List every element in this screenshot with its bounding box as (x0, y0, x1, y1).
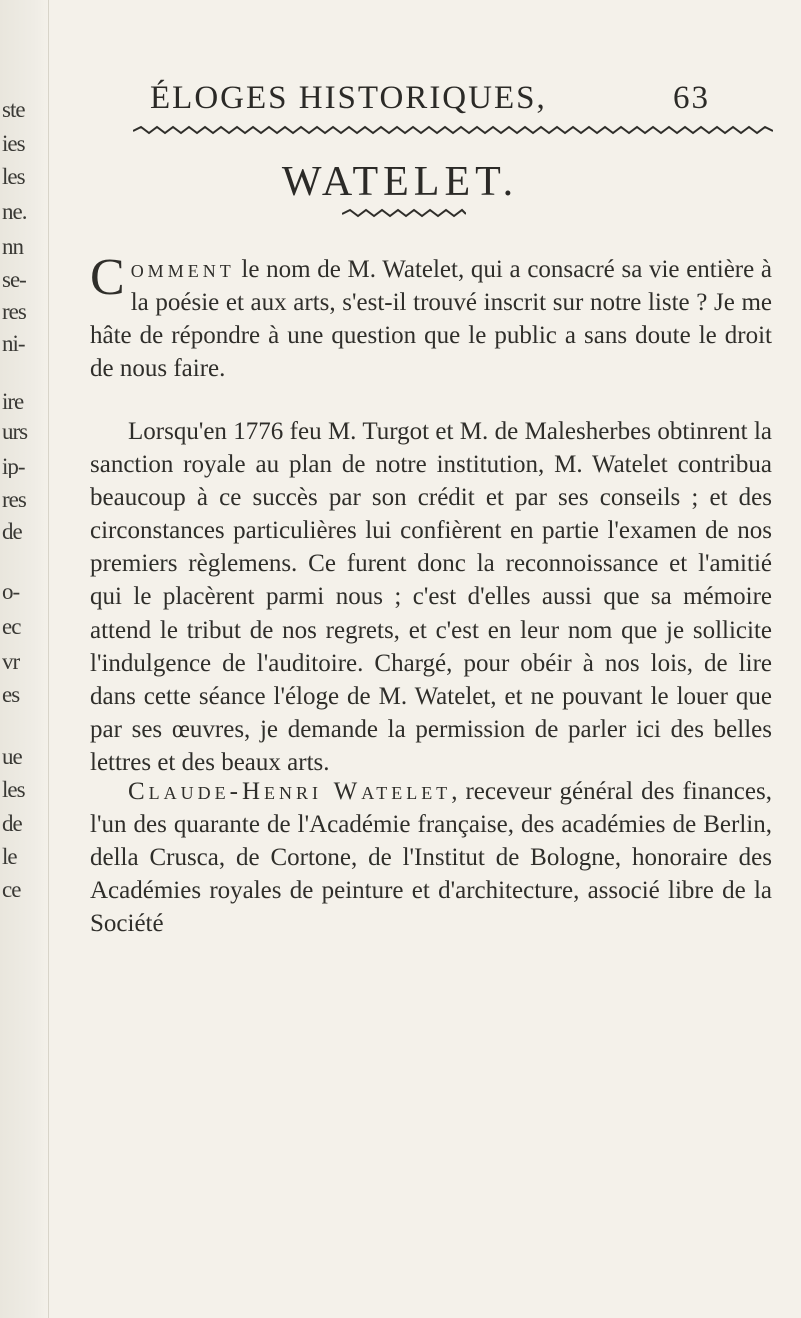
facing-fragment: les (2, 165, 25, 188)
article-heading: WATELET. (281, 159, 519, 205)
paragraph-2-text: Lorsqu'en 1776 feu M. Turgot et M. de Malesherbes obtinrent la sanction royale au plan de notre institution, M. Watelet contribua beaucoup à ce succès par son crédit et par ses conseils ; et des circonstances particulières lui confièrent en partie l'examen de nos premiers règlemens. Ce furent donc la reconnoissance et l'amitié qui le placèrent parmi nous ; c'est d'elles aussi que sa mémoire attend le tribut de nos regrets, et c'est en leur nom que je sollicite l'indulgence de l'auditoire. Chargé, pour obéir à nos lois, de lire dans cette séance l'éloge de M. Watelet, et ne pouvant le louer que par ses œuvres, je demande la permission de parler ici des belles lettres et des beaux arts. (90, 418, 772, 776)
facing-fragment: urs (2, 420, 28, 443)
page-number: 63 (673, 80, 710, 116)
ornamental-rule-small (342, 208, 466, 220)
drop-cap: C (90, 249, 125, 306)
name-small-caps: Claude-Henri Watelet (128, 778, 452, 805)
facing-fragment: de (2, 520, 22, 543)
running-title: ÉLOGES HISTORIQUES, (150, 80, 547, 116)
facing-fragment: les (2, 778, 25, 801)
opening-small-caps: omment (130, 256, 235, 283)
facing-fragment: se- (2, 268, 26, 291)
facing-fragment: ce (2, 878, 21, 901)
ornamental-rule-top (133, 124, 773, 138)
paragraph-1-text: le nom de M. Watelet, qui a consacré sa vie entière à la poésie et aux arts, s'est-il trouvé inscrit sur notre liste ? Je me hâte de répondre à une question que le public a sans doute le droit de nous faire. (90, 256, 772, 383)
facing-fragment: ste (2, 98, 25, 121)
facing-fragment: ies (2, 132, 25, 155)
paragraph-third (90, 775, 772, 940)
facing-fragment: ne. (2, 200, 27, 223)
facing-fragment: o- (2, 580, 20, 603)
facing-fragment: ec (2, 615, 21, 638)
facing-page-gutter (0, 0, 49, 1318)
facing-fragment: ni- (2, 332, 25, 355)
facing-fragment: ip- (2, 455, 25, 478)
facing-fragment: ire (2, 390, 24, 413)
facing-fragment: res (2, 488, 26, 511)
facing-fragment: es (2, 683, 20, 706)
facing-fragment: nn (2, 235, 23, 258)
facing-fragment: le (2, 845, 17, 868)
paragraph-second (90, 415, 772, 779)
facing-fragment: vr (2, 650, 20, 673)
facing-fragment: ue (2, 745, 22, 768)
facing-fragment: de (2, 812, 22, 835)
paragraph-opening (90, 249, 772, 385)
paragraph-3-text: , receveur général des finances, l'un des quarante de l'Académie française, des académies de Berlin, della Crusca, de Cortone, de l'Institut de Bologne, honoraire des Académies royales de peinture et d'architecture, associé libre de la Société (90, 778, 772, 938)
facing-fragment: res (2, 300, 26, 323)
